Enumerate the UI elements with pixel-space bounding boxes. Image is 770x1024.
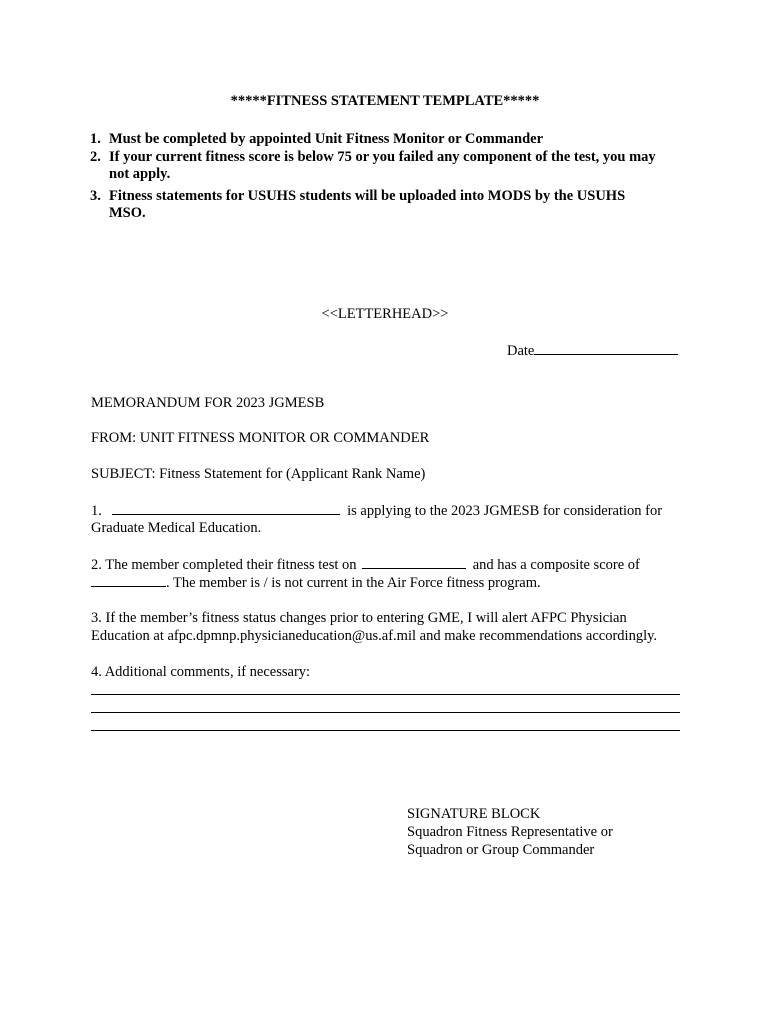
- instruction-item-3-continued: MSO.: [109, 205, 146, 221]
- signature-block-line-2: Squadron or Group Commander: [407, 842, 595, 858]
- memo-from: FROM: UNIT FITNESS MONITOR OR COMMANDER: [91, 430, 430, 446]
- date-label: Date: [507, 343, 535, 359]
- comment-line-1: [91, 694, 680, 695]
- paragraph-number: 1.: [91, 503, 102, 519]
- paragraph-text: 2. The member completed their fitness test on: [91, 557, 357, 573]
- paragraph-1-line-2: Graduate Medical Education.: [91, 520, 262, 536]
- instruction-number: 2.: [90, 149, 101, 165]
- paragraph-2-line-2: [91, 574, 541, 592]
- paragraph-text: is applying to the 2023 JGMESB for consideration for: [347, 503, 663, 519]
- signature-block-title: SIGNATURE BLOCK: [407, 806, 541, 822]
- paragraph-text: and has a composite score of: [472, 557, 640, 573]
- paragraph-3-line-2: Education at afpc.dpmnp.physicianeducation@us.af.mil and make recommendations accordingly.: [91, 628, 658, 644]
- comment-line-2: [91, 712, 680, 713]
- date-line: [507, 342, 678, 360]
- instruction-item-2-continued: not apply.: [109, 166, 171, 182]
- letterhead-placeholder: <<LETTERHEAD>>: [321, 306, 449, 322]
- instruction-text: Fitness statements for USUHS students will be uploaded into MODS by the USUHS: [109, 188, 626, 204]
- paragraph-4-line-1: 4. Additional comments, if necessary:: [91, 664, 311, 680]
- instruction-text: If your current fitness score is below 75 or you failed any component of the test, you may: [109, 149, 656, 165]
- instruction-number: 3.: [90, 188, 101, 204]
- memorandum-for: MEMORANDUM FOR 2023 JGMESB: [91, 395, 325, 411]
- signature-block-line-1: Squadron Fitness Representative or: [407, 824, 613, 840]
- date-blank: [534, 342, 678, 355]
- template-title: *****FITNESS STATEMENT TEMPLATE*****: [230, 93, 540, 109]
- paragraph-3-line-1: 3. If the member’s fitness status changes prior to entering GME, I will alert AFPC Physician: [91, 610, 627, 626]
- paragraph-2-line-1: [91, 556, 640, 574]
- applicant-name-blank: [112, 502, 340, 515]
- instruction-item-3: [90, 187, 625, 205]
- instruction-number: 1.: [90, 131, 101, 147]
- paragraph-text: . The member is / is not current in the Air Force fitness program.: [166, 575, 541, 591]
- comment-line-3: [91, 730, 680, 731]
- test-date-blank: [362, 556, 466, 569]
- instruction-item-2: [90, 148, 656, 166]
- paragraph-1-line-1: [91, 502, 662, 520]
- instruction-item-1: [90, 130, 543, 148]
- memo-subject: SUBJECT: Fitness Statement for (Applicant Rank Name): [91, 466, 426, 482]
- composite-score-blank: [91, 574, 166, 587]
- instruction-text: Must be completed by appointed Unit Fitness Monitor or Commander: [109, 131, 544, 147]
